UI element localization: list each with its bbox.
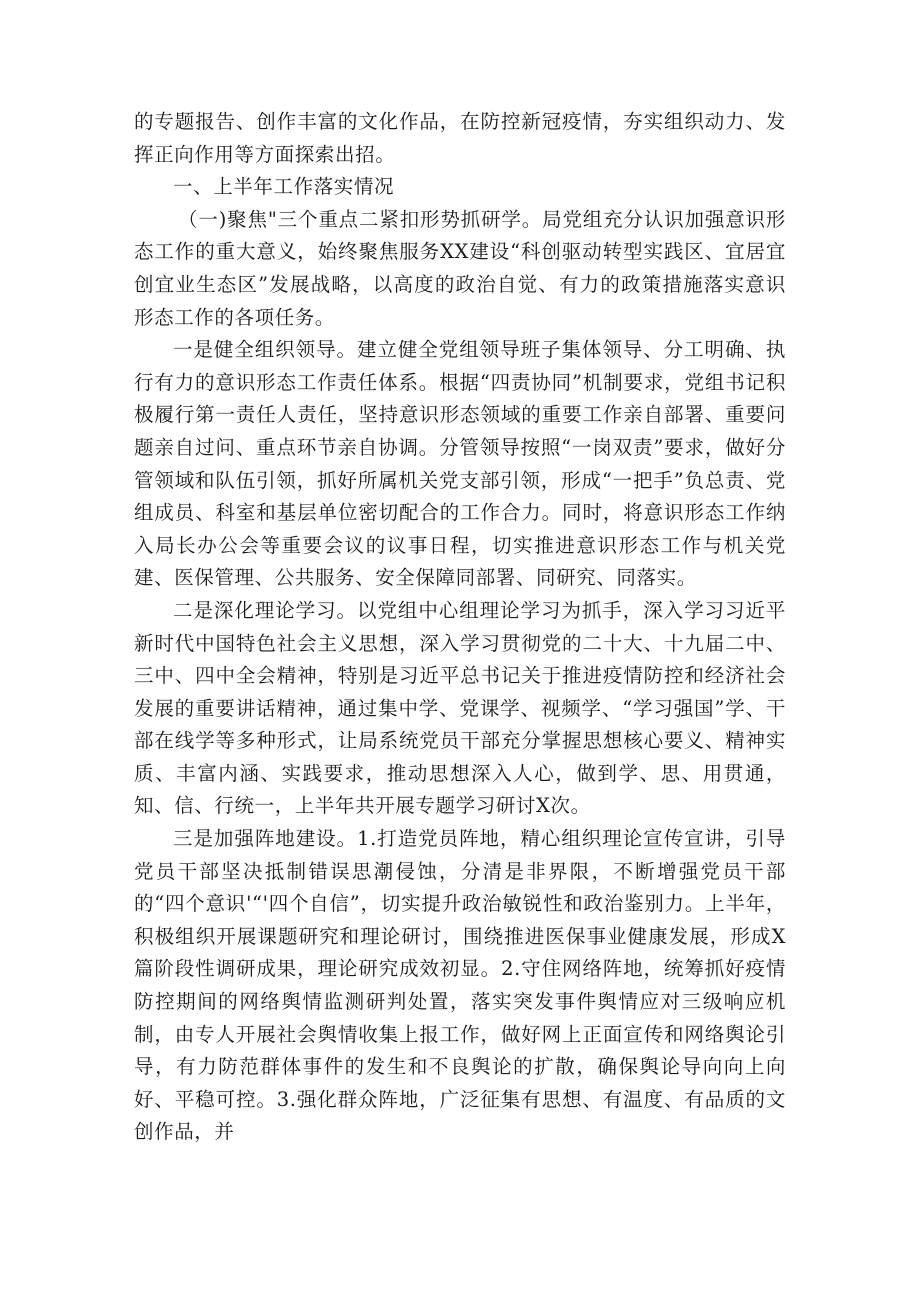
section-heading: 一、上半年工作落实情况 bbox=[173, 175, 395, 199]
document-body bbox=[134, 106, 786, 1149]
paragraph-continuation: 的专题报告、创作丰富的文化作品，在防控新冠疫情，夯实组织动力、发挥正向作用等方面探索出招。 bbox=[134, 110, 786, 166]
subsection-paragraph: （一)聚焦"三个重点二紧扣形势抓研学。局党组充分认识加强意识形态工作的重大意义，始终聚焦服务XX建设“科创驱动转型实践区、宜居宜创宜业生态区”发展战略，以高度的政治自觉、有力的政策措施落实意识形态工作的各项任务。 bbox=[134, 207, 786, 329]
paragraph-theory-study: 二是深化理论学习。以党组中心组理论学习为抓手，深入学习习近平新时代中国特色社会主义思想，深入学习贯彻党的二十大、十九届二中、三中、四中全会精神，特别是习近平总书记关于推进疫情防控和经济社会发展的重要讲话精神，通过集中学、党课学、视频学、“学习强国”学、干部在线学等多种形式，让局系统党员干部充分掌握思想核心要义、精神实质、丰富内涵、实践要求，推动思想深入人心，做到学、思、用贯通，知、信、行统一，上半年共开展专题学习研讨X次。 bbox=[134, 598, 786, 818]
paragraph-position-building: 三是加强阵地建设。1.打造党员阵地，精心组织理论宣传宣讲，引导党员干部坚决抵制错误思潮侵蚀，分清是非界限，不断增强党员干部的“四个意识'“'四个自信”，切实提升政治敏锐性和政治鉴别力。上半年，积极组织开展课题研究和理论研讨，围绕推进医保事业健康发展，形成X篇阶段性调研成果，理论研究成效初显。2.守住网络阵地，统筹抓好疫情防控期间的网络舆情监测研判处置，落实突发事件舆情应对三级响应机制，由专人开展社会舆情收集上报工作，做好网上正面宣传和网络舆论引导，有力防范群体事件的发生和不良舆论的扩散，确保舆论导向向上向好、平稳可控。3.强化群众阵地，广泛征集有思想、有温度、有品质的文创作品，并 bbox=[134, 827, 786, 1144]
paragraph-organization-leadership: 一是健全组织领导。建立健全党组领导班子集体领导、分工明确、执行有力的意识形态工作责任体系。根据“四责协同”机制要求，党组书记积极履行第一责任人责任，坚持意识形态领域的重要工作亲自部署、重要问题亲自过问、重点环节亲自协调。分管领导按照“一岗双责”要求，做好分管领域和队伍引领，抓好所属机关党支部引领，形成“一把手”负总责、党组成员、科室和基层单位密切配合的工作合力。同时，将意识形态工作纳入局长办公会等重要会议的议事日程，切实推进意识形态工作与机关党建、医保管理、公共服务、安全保障同部署、同研究、同落实。 bbox=[134, 338, 786, 590]
